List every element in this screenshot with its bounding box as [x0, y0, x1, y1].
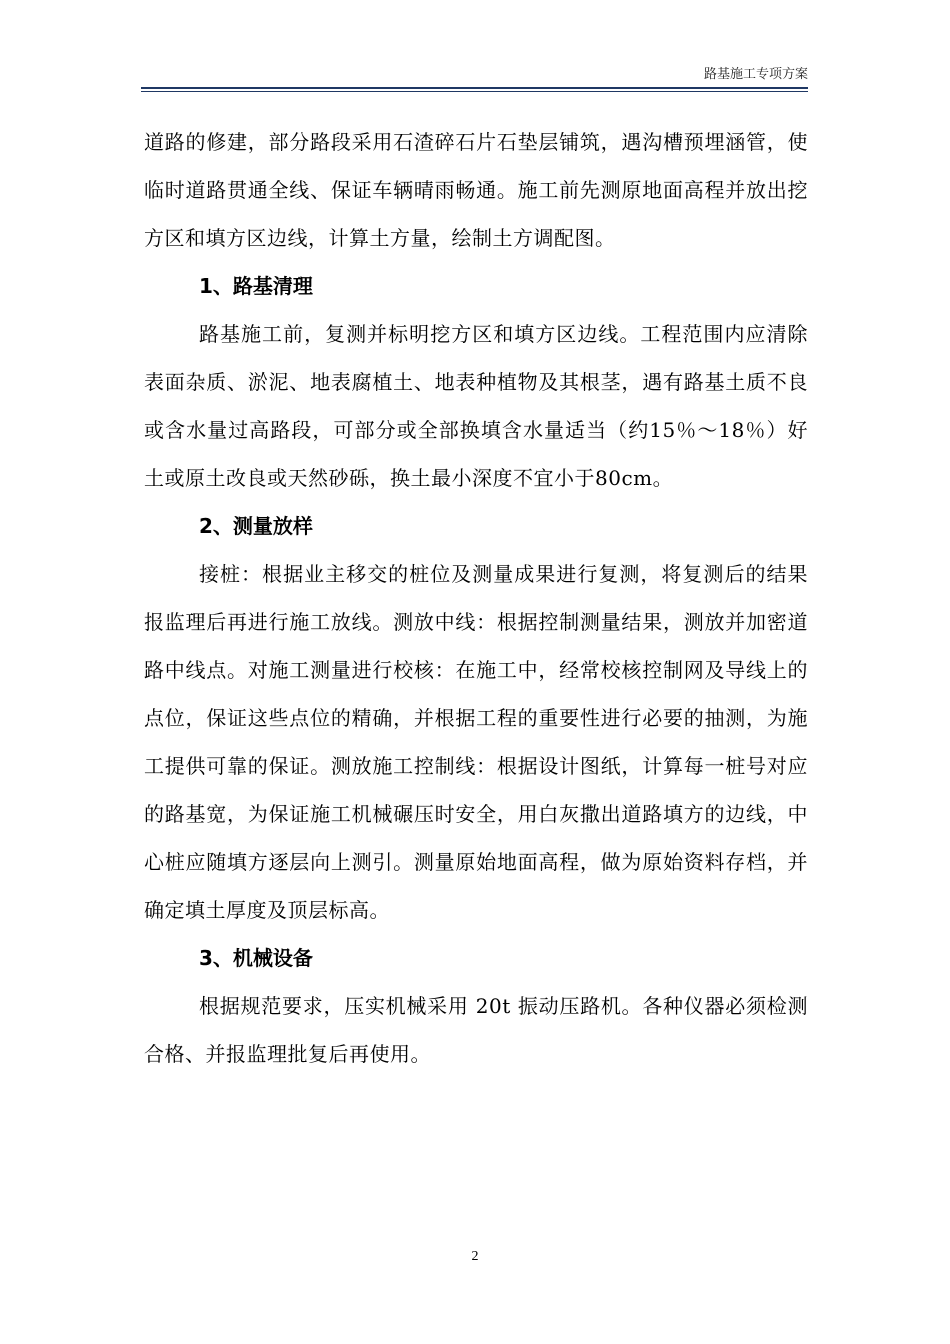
section-heading-survey-staking: 2、测量放样 [199, 514, 313, 538]
header-rule-thin [141, 91, 808, 92]
intro-paragraph: 道路的修建，部分路段采用石渣碎石片石垫层铺筑，遇沟槽预埋涵管，使临时道路贯通全线、保证车辆晴雨畅通。施工前先测原地面高程并放出挖方区和填方区边线，计算土方量，绘制土方调配图。 [144, 130, 808, 250]
section-heading-machinery: 3、机械设备 [199, 946, 313, 970]
section-text-survey-staking: 接桩：根据业主移交的桩位及测量成果进行复测，将复测后的结果报监理后再进行施工放线。测放中线：根据控制测量结果，测放并加密道路中线点。对施工测量进行校核：在施工中，经常校核控制网及导线上的点位，保证这些点位的精确，并根据工程的重要性进行必要的抽测，为施工提供可靠的保证。测放施工控制线：根据设计图纸，计算每一桩号对应的路基宽，为保证施工机械碾压时安全，用白灰撒出道路填方的边线，中心桩应随填方逐层向上测引。测量原始地面高程，做为原始资料存档，并确定填土厚度及顶层标高。 [144, 562, 808, 922]
header-rule [141, 87, 808, 89]
document-body [144, 118, 808, 1078]
page-number: 2 [471, 1249, 479, 1264]
section-text-machinery: 根据规范要求，压实机械采用 20t 振动压路机。各种仪器必须检测合格、并报监理批复后再使用。 [144, 994, 808, 1066]
section-heading-road-clearing: 1、路基清理 [199, 274, 313, 298]
section-text-road-clearing: 路基施工前，复测并标明挖方区和填方区边线。工程范围内应清除表面杂质、淤泥、地表腐植土、地表种植物及其根茎，遇有路基土质不良或含水量过高路段，可部分或全部换填含水量适当（约15％～18％）好土或原土改良或天然砂砾，换土最小深度不宜小于80cm。 [144, 322, 808, 490]
header-title: 路基施工专项方案 [703, 67, 808, 82]
